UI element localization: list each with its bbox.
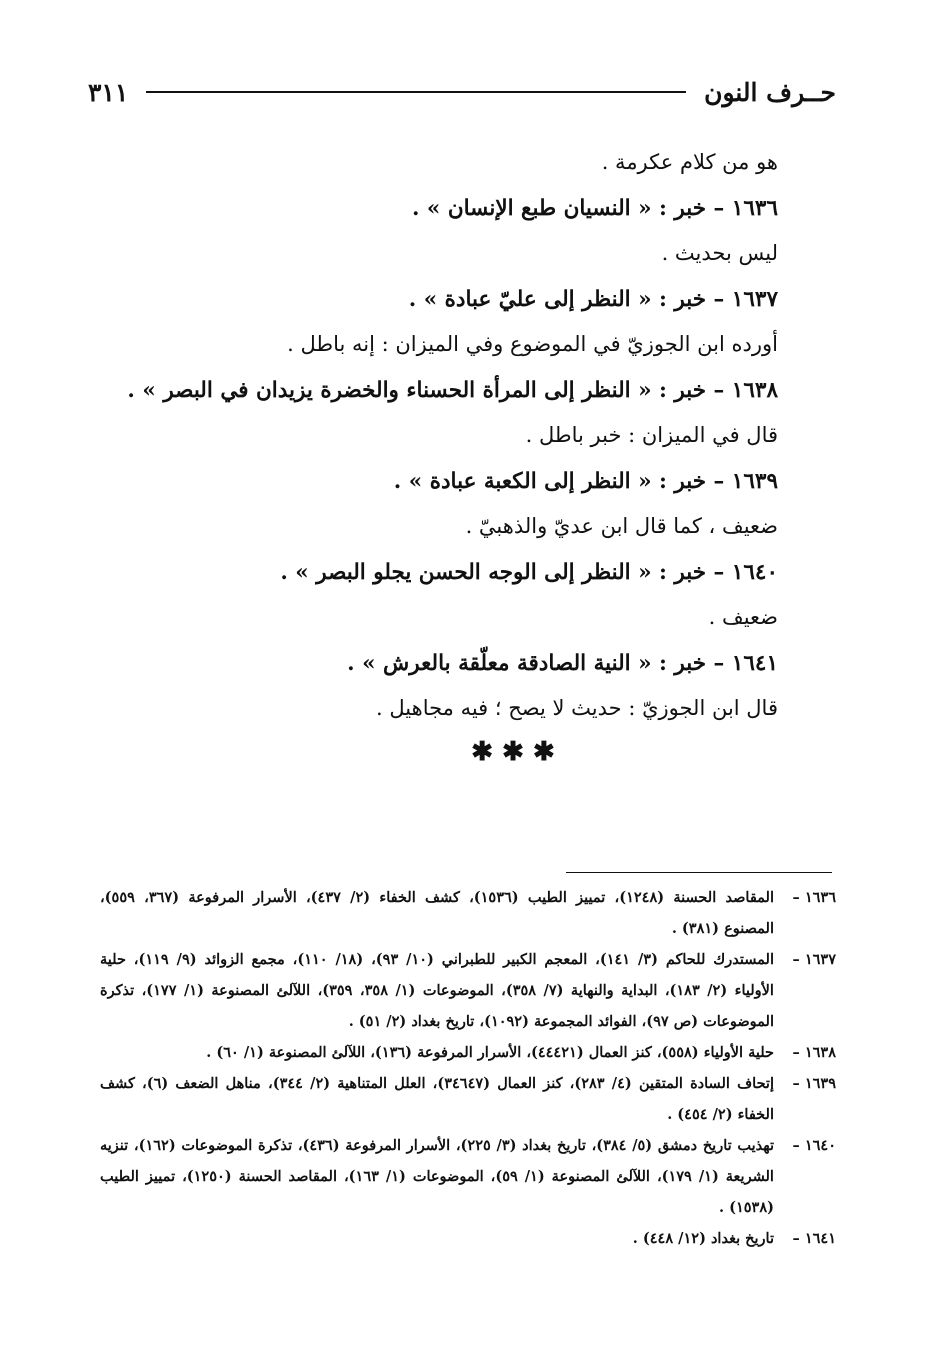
page-header — [88, 72, 836, 112]
text-line: قال ابن الجوزيّ : حديث لا يصح ؛ فيه مجاهيل . — [376, 696, 778, 720]
footnote-number: ١٦٣٧ – — [792, 951, 836, 968]
footnote-text: المستدرك للحاكم (٣/ ١٤١)، المعجم الكبير للطبراني (١٠/ ٩٣)، (١٨/ ١١٠)، مجمع الزوائد (٩/ ١١٩)، حلية الأولياء (٢/ ١٨٣)، البداية والنهاية (٧/ ٣٥٨)، الموضوعات (١/ ٣٥٨، ٣٥٩)، اللآلئ المصنوعة (١/ ١٧٧)، تذكرة الموضوعات (ص ٩٧)، الفوائد المجموعة (١٠٩٢)، تاريخ بغداد (٢/ ٥١) . — [100, 951, 774, 1030]
footnote-1638 — [100, 1037, 836, 1068]
text-line: أورده ابن الجوزيّ في الموضوع وفي الميزان : إنه باطل . — [287, 332, 778, 356]
entry-heading-1640: ١٦٤٠ – خبر : « النظر إلى الوجه الحسن يجلو البصر » . — [280, 559, 778, 585]
entry-heading-1641: ١٦٤١ – خبر : « النية الصادقة معلّقة بالعرش » . — [347, 650, 778, 676]
entry-heading-1638: ١٦٣٨ – خبر : « النظر إلى المرأة الحسناء والخضرة يزيدان في البصر » . — [127, 377, 778, 403]
entry-heading-1636: ١٦٣٦ – خبر : « النسيان طبع الإنسان » . — [411, 195, 778, 221]
entry-heading-1639: ١٦٣٩ – خبر : « النظر إلى الكعبة عبادة » . — [393, 468, 778, 494]
footnote-text: تهذيب تاريخ دمشق (٥/ ٣٨٤)، تاريخ بغداد (٣/ ٢٢٥)، الأسرار المرفوعة (٤٣٦)، تذكرة الموضوعات (١٦٢)، تنزيه الشريعة (١/ ١٧٩)، اللآلئ المصنوعة (١/ ٥٩)، الموضوعات (١/ ١٦٣)، المقاصد الحسنة (١٢٥٠)، تمييز الطيب (١٥٣٨) . — [100, 1137, 774, 1216]
page-number: ٣١١ — [88, 77, 129, 107]
header-rule — [146, 91, 686, 93]
entry-heading-1637: ١٦٣٧ – خبر : « النظر إلى عليّ عبادة » . — [408, 286, 778, 312]
footnote-text: حلية الأولياء (٥٥٨)، كنز العمال (٤٤٤٢١)، الأسرار المرفوعة (١٣٦)، اللآلئ المصنوعة (١/ ٦٠) . — [206, 1044, 774, 1061]
text-line: هو من كلام عكرمة . — [601, 150, 778, 174]
text-line: ضعيف . — [708, 605, 778, 629]
footnote-1640 — [100, 1130, 836, 1223]
text-line: ليس بحديث . — [661, 241, 778, 265]
footnotes — [100, 882, 836, 1254]
footnote-number: ١٦٣٨ – — [792, 1044, 836, 1061]
footnote-text: إتحاف السادة المتقين (٤/ ٢٨٣)، كنز العمال (٣٤٦٤٧)، العلل المتناهية (٢/ ٣٤٤)، مناهل الضعف (٦)، كشف الخفاء (٢/ ٤٥٤) . — [100, 1075, 774, 1123]
footnote-1636 — [100, 882, 836, 944]
footnote-1639 — [100, 1068, 836, 1130]
footnote-1641 — [100, 1223, 836, 1254]
text-line: قال في الميزان : خبر باطل . — [525, 423, 778, 447]
footnote-number: ١٦٣٦ – — [792, 889, 836, 906]
footnote-rule — [566, 872, 832, 873]
footnote-1637 — [100, 944, 836, 1037]
section-separator: ✱ ✱ ✱ — [471, 736, 555, 767]
main-text — [127, 140, 778, 772]
footnote-text: تاريخ بغداد (١٢/ ٤٤٨) . — [632, 1230, 774, 1247]
footnote-number: ١٦٤١ – — [792, 1230, 836, 1247]
footnote-number: ١٦٣٩ – — [792, 1075, 836, 1092]
chapter-title: حــرف النون — [704, 77, 836, 107]
footnote-text: المقاصد الحسنة (١٢٤٨)، تمييز الطيب (١٥٣٦)، كشف الخفاء (٢/ ٤٣٧)، الأسرار المرفوعة (٣٦٧، ٥٥٩)، المصنوع (٣٨١) . — [100, 889, 774, 937]
footnote-number: ١٦٤٠ – — [792, 1137, 836, 1154]
text-line: ضعيف ، كما قال ابن عديّ والذهبيّ . — [465, 514, 778, 538]
